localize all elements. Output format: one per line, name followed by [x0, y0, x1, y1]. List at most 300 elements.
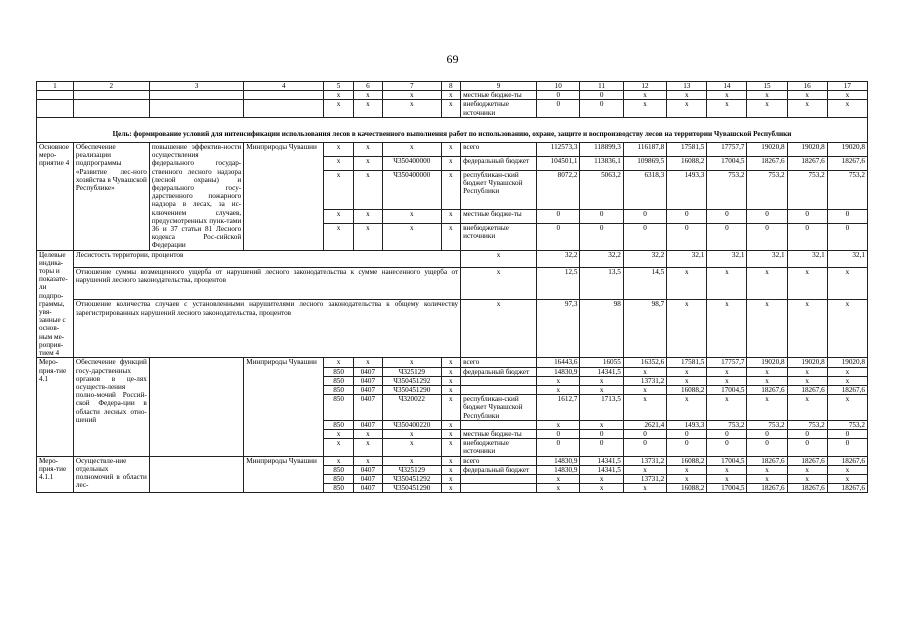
data-cell: 0 — [747, 224, 787, 251]
funding-source: всего — [461, 358, 537, 367]
empty-cell — [73, 100, 149, 117]
data-cell: x — [383, 456, 442, 465]
indicator-value: x — [707, 300, 747, 358]
data-cell: 16088,2 — [667, 484, 707, 493]
indicator-row — [37, 300, 868, 358]
data-cell: 0 — [537, 210, 580, 224]
data-cell: x — [441, 100, 461, 117]
m411-row — [37, 456, 868, 465]
data-cell: 14830,9 — [537, 456, 580, 465]
indicator-text: Отношение количества случаев с установленными нарушителями лесного законодательства к общему количеству зарегистрированных нарушений лесного законодательства, процентов — [73, 300, 460, 358]
data-cell: 0 — [787, 429, 827, 438]
data-cell: x — [324, 224, 353, 251]
header-cell: 4 — [244, 82, 324, 91]
funding-source: всего — [461, 456, 537, 465]
data-cell: внебюджетные источники — [461, 100, 537, 117]
table-body — [37, 82, 868, 493]
data-cell: 0 — [707, 429, 747, 438]
funding-source — [461, 484, 537, 493]
data-cell: x — [353, 429, 382, 438]
data-cell: x — [324, 171, 353, 210]
data-cell: 0407 — [353, 420, 382, 429]
funding-source — [461, 474, 537, 483]
data-cell: x — [623, 465, 666, 474]
header-cell: 15 — [747, 82, 787, 91]
data-cell: 0 — [827, 224, 867, 251]
data-cell: x — [827, 376, 867, 385]
data-cell: 0 — [580, 439, 623, 456]
data-cell: 104501,1 — [537, 157, 580, 171]
data-cell: 850 — [324, 385, 353, 394]
data-cell: 0 — [787, 224, 827, 251]
data-cell: 0 — [623, 429, 666, 438]
data-cell: x — [537, 385, 580, 394]
data-cell: x — [827, 91, 867, 100]
data-cell: x — [441, 358, 461, 367]
data-cell: 0407 — [353, 367, 382, 376]
data-cell: x — [324, 157, 353, 171]
data-cell: 850 — [324, 474, 353, 483]
data-cell: Ч350451290 — [383, 385, 442, 394]
data-cell: 753,2 — [747, 171, 787, 210]
header-cell: 8 — [441, 82, 461, 91]
header-cell: 2 — [73, 82, 149, 91]
data-cell: x — [383, 143, 442, 157]
data-cell: 16352,6 — [623, 358, 666, 367]
data-cell: x — [667, 100, 707, 117]
indicator-text: Лесистость территории, процентов — [73, 250, 460, 267]
indicator-value: x — [747, 267, 787, 299]
header-cell: 5 — [324, 82, 353, 91]
indicator-unit: x — [461, 300, 537, 358]
data-cell: x — [441, 224, 461, 251]
page-number: 69 — [446, 52, 459, 66]
header-cell: 10 — [537, 82, 580, 91]
data-cell: 18267,6 — [787, 385, 827, 394]
data-cell: 753,2 — [787, 171, 827, 210]
indicators-label: Целевые индика-торы и показате-ли подпро-граммы, увя-занные с основ-ным ме-роприя-тием 4 — [37, 250, 74, 358]
indicator-text: Отношение суммы возмещенного ущерба от нарушений лесного законодательства к сумме нанесенного ущерба от нарушений лесного законодательства, процентов — [73, 267, 460, 299]
data-cell: 0 — [667, 224, 707, 251]
data-cell: x — [353, 100, 382, 117]
funding-source — [461, 385, 537, 394]
indicator-value: 98,7 — [623, 300, 666, 358]
data-cell: x — [353, 358, 382, 367]
data-cell: 16088,2 — [667, 456, 707, 465]
data-cell: 19020,8 — [747, 143, 787, 157]
m411-executor: Минприроды Чувашии — [244, 456, 324, 493]
data-cell: 0 — [667, 210, 707, 224]
data-cell: x — [787, 100, 827, 117]
data-cell: x — [707, 100, 747, 117]
data-cell: x — [580, 376, 623, 385]
data-cell: 0 — [580, 210, 623, 224]
indicator-value: 14,5 — [623, 267, 666, 299]
data-cell: x — [441, 385, 461, 394]
empty-cell — [149, 100, 243, 117]
m4-executor: Минприроды Чувашии — [244, 143, 324, 251]
data-cell: x — [747, 367, 787, 376]
indicator-row — [37, 250, 868, 267]
data-cell: x — [324, 91, 353, 100]
data-cell: x — [441, 484, 461, 493]
data-cell: Ч325129 — [383, 465, 442, 474]
data-cell: x — [324, 456, 353, 465]
goal-title: Цель: формирование условий для интенсификации использования лесов в качественного выполнения работ по использованию, охране, защите и воспроизводству лесов на территории Чувашской Республики — [37, 117, 868, 142]
data-cell: x — [667, 91, 707, 100]
data-cell: x — [623, 367, 666, 376]
data-cell: x — [383, 100, 442, 117]
data-cell: 17757,7 — [707, 358, 747, 367]
m411-task — [149, 456, 243, 493]
data-cell: 0 — [623, 439, 666, 456]
data-cell: 0 — [747, 429, 787, 438]
data-cell: 17004,5 — [707, 157, 747, 171]
data-cell: x — [441, 157, 461, 171]
indicator-value: 98 — [580, 300, 623, 358]
funding-source: местные бюдже-ты — [461, 429, 537, 438]
data-cell: 16443,6 — [537, 358, 580, 367]
data-cell: 0 — [747, 210, 787, 224]
funding-source: внебюджетные источники — [461, 439, 537, 456]
data-cell: x — [747, 91, 787, 100]
data-cell: x — [383, 429, 442, 438]
data-cell: x — [623, 385, 666, 394]
data-cell: 19020,8 — [747, 358, 787, 367]
data-cell: x — [623, 395, 666, 421]
m4-name: Обеспечение реализации подпрограммы «Развитие лес-ного хозяйства в Чувашской Республике» — [73, 143, 149, 251]
data-cell: 0 — [707, 224, 747, 251]
data-cell: x — [537, 484, 580, 493]
indicator-value: 12,5 — [537, 267, 580, 299]
data-cell: 850 — [324, 465, 353, 474]
funding-source: внебюджетные источники — [461, 224, 537, 251]
data-cell: 0 — [707, 439, 747, 456]
data-cell: 0 — [580, 100, 623, 117]
data-cell: x — [537, 420, 580, 429]
header-cell: 17 — [827, 82, 867, 91]
data-cell: 17004,5 — [707, 484, 747, 493]
data-cell: 14341,5 — [580, 465, 623, 474]
funding-source: республикан-ский бюджет Чувашской Республики — [461, 395, 537, 421]
data-cell: 2621,4 — [623, 420, 666, 429]
data-cell: 753,2 — [787, 420, 827, 429]
data-cell: x — [383, 439, 442, 456]
data-cell: 1493,3 — [667, 420, 707, 429]
data-cell: 0 — [827, 429, 867, 438]
funding-source: местные бюдже-ты — [461, 210, 537, 224]
indicator-value: 32,1 — [707, 250, 747, 267]
m41-number: Меро-прия-тие 4.1 — [37, 358, 74, 456]
funding-source — [461, 420, 537, 429]
data-cell: x — [707, 376, 747, 385]
funding-source: всего — [461, 143, 537, 157]
data-cell: 0 — [667, 429, 707, 438]
data-cell: 1713,5 — [580, 395, 623, 421]
data-cell: x — [537, 474, 580, 483]
data-cell: 16088,2 — [667, 385, 707, 394]
data-cell: x — [667, 376, 707, 385]
data-cell: 118899,3 — [580, 143, 623, 157]
data-cell: x — [787, 395, 827, 421]
data-cell: 18267,6 — [787, 456, 827, 465]
data-cell: x — [353, 157, 382, 171]
indicator-value: 13,5 — [580, 267, 623, 299]
data-cell: x — [787, 367, 827, 376]
data-cell: x — [707, 474, 747, 483]
data-cell: 0407 — [353, 395, 382, 421]
data-cell: x — [353, 439, 382, 456]
indicator-value: 32,1 — [787, 250, 827, 267]
data-cell: 0 — [537, 91, 580, 100]
m41-task — [149, 358, 243, 456]
data-cell: 0 — [667, 439, 707, 456]
data-cell: x — [827, 395, 867, 421]
indicator-unit: x — [461, 267, 537, 299]
data-cell: 850 — [324, 395, 353, 421]
data-cell: 14341,5 — [580, 456, 623, 465]
data-cell: x — [580, 484, 623, 493]
data-cell: x — [667, 367, 707, 376]
header-cell: 3 — [149, 82, 243, 91]
data-cell: 0407 — [353, 465, 382, 474]
indicator-value: x — [787, 300, 827, 358]
data-cell: x — [707, 91, 747, 100]
data-cell: Ч350400000 — [383, 171, 442, 210]
data-cell: x — [383, 224, 442, 251]
indicator-value: 32,1 — [667, 250, 707, 267]
indicator-value: 32,1 — [747, 250, 787, 267]
header-cell: 14 — [707, 82, 747, 91]
continued-row — [37, 100, 868, 117]
data-cell: x — [383, 91, 442, 100]
data-cell: 0 — [747, 439, 787, 456]
header-cell: 1 — [37, 82, 74, 91]
data-cell: 0 — [827, 210, 867, 224]
data-cell: x — [441, 429, 461, 438]
data-cell: 113836,1 — [580, 157, 623, 171]
data-cell: 17004,5 — [707, 456, 747, 465]
data-cell: 17004,5 — [707, 385, 747, 394]
data-cell: Ч320022 — [383, 395, 442, 421]
header-cell: 13 — [667, 82, 707, 91]
data-cell: x — [580, 385, 623, 394]
data-cell: x — [707, 465, 747, 474]
data-cell: x — [441, 439, 461, 456]
header-cell: 9 — [461, 82, 537, 91]
data-cell: 112573,3 — [537, 143, 580, 157]
indicator-value: x — [667, 300, 707, 358]
indicator-value: 32,2 — [623, 250, 666, 267]
data-cell: 0 — [537, 224, 580, 251]
data-cell: 109869,5 — [623, 157, 666, 171]
data-cell: x — [667, 395, 707, 421]
data-cell: 0 — [623, 224, 666, 251]
data-cell: x — [441, 171, 461, 210]
data-cell: x — [324, 358, 353, 367]
m4-number: Основное меро-приятие 4 — [37, 143, 74, 251]
data-cell: 850 — [324, 367, 353, 376]
data-cell: 0 — [827, 439, 867, 456]
continued-row — [37, 91, 868, 100]
data-cell: 753,2 — [827, 420, 867, 429]
data-cell: 14830,9 — [537, 367, 580, 376]
data-cell: Ч350451290 — [383, 484, 442, 493]
data-cell: 14830,9 — [537, 465, 580, 474]
indicator-value: 32,2 — [580, 250, 623, 267]
data-cell: 1493,3 — [667, 171, 707, 210]
data-cell: 18267,6 — [827, 157, 867, 171]
data-cell: 13731,2 — [623, 474, 666, 483]
data-cell: 753,2 — [707, 420, 747, 429]
funding-source: федеральный бюджет — [461, 157, 537, 171]
data-cell: 753,2 — [747, 420, 787, 429]
data-cell: x — [353, 456, 382, 465]
indicator-row — [37, 267, 868, 299]
data-cell: x — [747, 376, 787, 385]
data-cell: 6318,3 — [623, 171, 666, 210]
data-cell: 0 — [537, 429, 580, 438]
data-cell: x — [667, 465, 707, 474]
data-cell: x — [353, 210, 382, 224]
data-cell: 0 — [580, 91, 623, 100]
data-cell: 0407 — [353, 376, 382, 385]
data-cell: x — [383, 358, 442, 367]
data-cell: 17581,5 — [667, 358, 707, 367]
data-cell: x — [383, 210, 442, 224]
data-cell: 18267,6 — [747, 484, 787, 493]
data-cell: x — [353, 143, 382, 157]
data-cell: 0 — [623, 210, 666, 224]
funding-source: федеральный бюджет — [461, 465, 537, 474]
data-cell: 8072,2 — [537, 171, 580, 210]
data-cell: x — [537, 376, 580, 385]
data-cell: Ч350400220 — [383, 420, 442, 429]
empty-cell — [149, 91, 243, 100]
data-cell: 0 — [537, 439, 580, 456]
data-cell: 19020,8 — [787, 143, 827, 157]
data-cell: 18267,6 — [747, 157, 787, 171]
header-cell: 11 — [580, 82, 623, 91]
data-cell: x — [787, 376, 827, 385]
m4-task: повышение эффектив-ности осуществления федерального государ-ственного лесного надзора (лесной охраны) и федерального госу-дарственного пожарного надзора в лесах, за ис-ключением случаев, предусмотренных пунк-тами 36 и 37 статьи 81 Лесного кодекса Рос-сийской Федерации — [149, 143, 243, 251]
indicator-value: x — [667, 267, 707, 299]
indicator-value: x — [707, 267, 747, 299]
indicator-value: x — [827, 267, 867, 299]
indicator-value: 32,2 — [537, 250, 580, 267]
data-cell: 18267,6 — [787, 484, 827, 493]
data-cell: 18267,6 — [747, 385, 787, 394]
data-cell: x — [441, 91, 461, 100]
data-cell: x — [747, 395, 787, 421]
data-cell: 19020,8 — [827, 358, 867, 367]
empty-cell — [244, 100, 324, 117]
data-cell: x — [580, 474, 623, 483]
data-cell: 850 — [324, 420, 353, 429]
data-cell: x — [353, 171, 382, 210]
data-cell: x — [441, 420, 461, 429]
data-cell: 14341,5 — [580, 367, 623, 376]
data-cell: Ч350451292 — [383, 376, 442, 385]
data-cell: 0 — [787, 210, 827, 224]
data-cell: x — [441, 367, 461, 376]
empty-cell — [73, 91, 149, 100]
data-cell: 18267,6 — [747, 456, 787, 465]
data-cell: x — [441, 456, 461, 465]
data-cell: x — [324, 143, 353, 157]
data-cell: 0 — [537, 100, 580, 117]
header-cell: 12 — [623, 82, 666, 91]
data-cell: 850 — [324, 376, 353, 385]
data-cell: x — [441, 465, 461, 474]
data-cell: 5063,2 — [580, 171, 623, 210]
data-cell: 0407 — [353, 385, 382, 394]
funding-source — [461, 376, 537, 385]
data-cell: 753,2 — [707, 171, 747, 210]
header-cell: 16 — [787, 82, 827, 91]
data-cell: x — [707, 367, 747, 376]
data-cell: 18267,6 — [827, 484, 867, 493]
data-cell: x — [787, 474, 827, 483]
data-cell: x — [441, 143, 461, 157]
data-cell: Ч325129 — [383, 367, 442, 376]
data-cell: x — [667, 474, 707, 483]
empty-cell — [37, 100, 74, 117]
data-cell: x — [441, 376, 461, 385]
header-cell: 7 — [383, 82, 442, 91]
data-cell: x — [787, 465, 827, 474]
data-cell: 13731,2 — [623, 456, 666, 465]
data-cell: x — [324, 210, 353, 224]
funding-source: республикан-ский бюджет Чувашской Республики — [461, 171, 537, 210]
data-cell: 18267,6 — [827, 456, 867, 465]
data-cell: 0 — [707, 210, 747, 224]
data-cell: x — [324, 100, 353, 117]
data-cell: x — [353, 224, 382, 251]
empty-cell — [37, 91, 74, 100]
data-cell: 17757,7 — [707, 143, 747, 157]
data-cell: 0407 — [353, 484, 382, 493]
data-cell: 850 — [324, 484, 353, 493]
data-cell: x — [707, 395, 747, 421]
data-cell: x — [353, 91, 382, 100]
data-cell: x — [324, 429, 353, 438]
data-cell: 17581,5 — [667, 143, 707, 157]
indicator-value: 32,1 — [827, 250, 867, 267]
header-row — [37, 82, 868, 91]
data-cell: 18267,6 — [787, 157, 827, 171]
data-cell: 13731,2 — [623, 376, 666, 385]
data-cell: 116187,8 — [623, 143, 666, 157]
data-cell: x — [747, 465, 787, 474]
indicator-value: x — [787, 267, 827, 299]
data-cell: 19020,8 — [787, 358, 827, 367]
data-cell: x — [827, 367, 867, 376]
data-cell: 16055 — [580, 358, 623, 367]
data-cell: Ч350400000 — [383, 157, 442, 171]
funding-source: федеральный бюджет — [461, 367, 537, 376]
data-cell: 16088,2 — [667, 157, 707, 171]
data-cell: x — [324, 439, 353, 456]
data-cell: x — [623, 484, 666, 493]
data-cell: x — [623, 91, 666, 100]
data-cell: x — [441, 474, 461, 483]
data-cell: x — [827, 100, 867, 117]
data-cell: x — [827, 465, 867, 474]
data-cell: 0 — [580, 224, 623, 251]
program-table — [36, 81, 868, 493]
empty-cell — [244, 91, 324, 100]
